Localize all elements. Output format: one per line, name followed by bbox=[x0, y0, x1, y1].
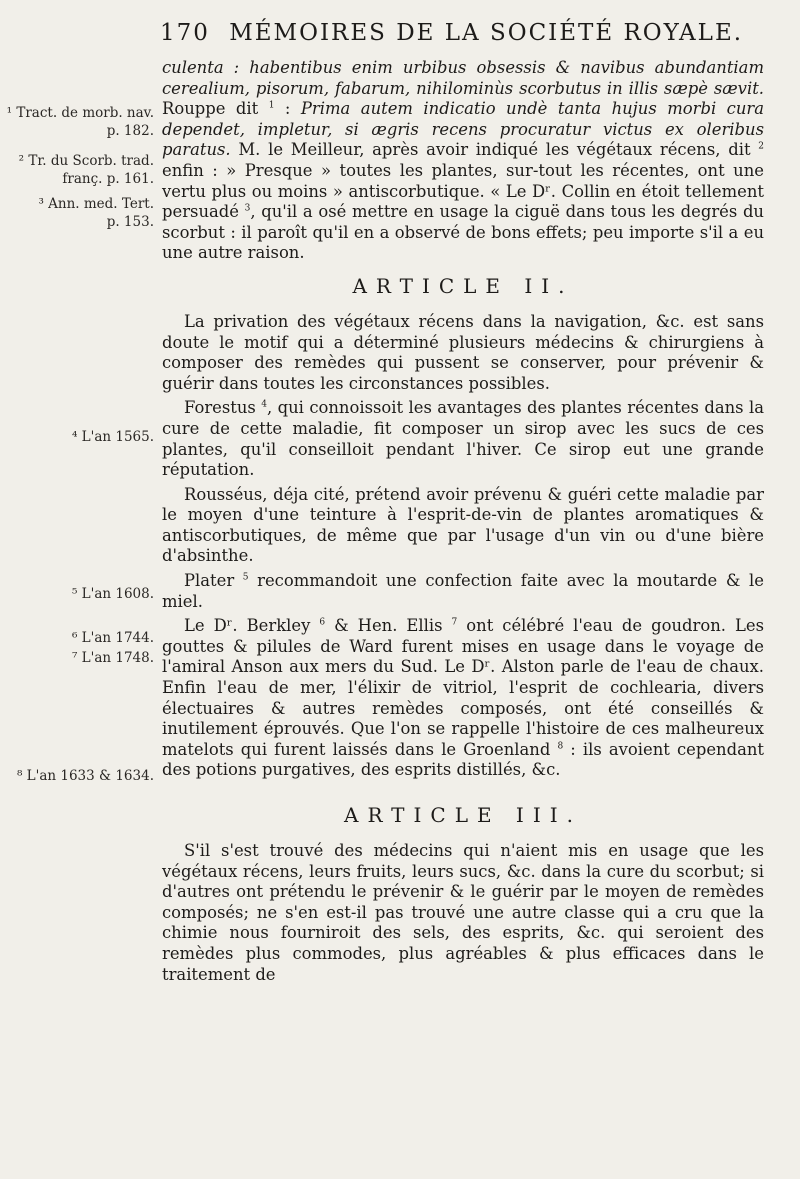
article-2-paragraph-4 bbox=[162, 571, 764, 612]
text-run: Plater bbox=[184, 571, 243, 591]
footnote-ref-5: 5 bbox=[242, 572, 249, 583]
article-3-heading: ARTICLE III. bbox=[344, 803, 582, 827]
margin-note-4: ⁴ L'an 1565. bbox=[71, 429, 154, 445]
text-run: enfin : » Presque » toutes les plantes, sur-tout les récentes, ont une vertu plus ou moins » antiscorbutique. « Le Dʳ. Collin en étoit tellement persuadé bbox=[162, 160, 764, 222]
text-run: ont célébré l'eau de goudron. Les gouttes & pilules de Ward furent mises en usage dans le voyage de l'amiral Anson aux mers du Sud. Le Dʳ. Alston parle de l'eau de chaux. Enfin l'eau de mer, l'élixir de vitriol, l'esprit de cochlearia, divers électuaires & autres remèdes composés, ont été conseillés & inutilement éprouvés. Que l'on se rappelle l'histoire de ces malheureux matelots qui furent laissés dans le Groenland bbox=[162, 616, 764, 759]
paragraph-continued bbox=[162, 58, 764, 264]
margin-note-7: ⁷ L'an 1748. bbox=[71, 650, 154, 666]
margin-note-2: ² Tr. du Scorb. trad. franç. p. 161. bbox=[18, 153, 154, 187]
running-head bbox=[160, 20, 744, 46]
article-2-paragraph-3: Rousséus, déja cité, prétend avoir prévenu & guéri cette maladie par le moyen d'une teinture à l'esprit-de-vin de plantes aromatiques & antiscorbutiques, de même que par l'usage d'un vin ou d'une bière d'absinthe. bbox=[162, 484, 764, 566]
margin-note-3: ³ Ann. med. Tert. p. 153. bbox=[38, 196, 154, 230]
text-run: Le Dʳ. Berkley bbox=[184, 616, 320, 636]
text-run: M. le Meilleur, après avoir indiqué les végétaux récens, dit bbox=[230, 140, 759, 160]
article-2-paragraph-1: La privation des végétaux récens dans la navigation, &c. est sans doute le motif qui a déterminé plusieurs médecins & chirurgiens à composer des remèdes qui pussent se conserver, pour prévenir & guérir dans toutes les circonstances possibles. bbox=[162, 311, 764, 393]
main-text bbox=[162, 58, 764, 985]
text-run: recommandoit une confection faite avec la moutarde & le miel. bbox=[162, 571, 764, 611]
text-run: & Hen. Ellis bbox=[325, 616, 452, 636]
footnote-ref-6: 6 bbox=[319, 617, 326, 628]
margin-note-1: ¹ Tract. de morb. nav. p. 182. bbox=[6, 105, 154, 139]
footnote-ref-3: 3 bbox=[244, 203, 251, 214]
text-run: Rouppe dit bbox=[162, 99, 269, 119]
footnote-ref-4: 4 bbox=[261, 399, 267, 410]
text-run: , qu'il a osé mettre en usage la ciguë dans tous les degrés du scorbut : il paroît qu'il en a observé de bons effets; peu importe s'il a eu une autre raison. bbox=[162, 202, 764, 263]
running-title: MÉMOIRES DE LA SOCIÉTÉ ROYALE. bbox=[229, 20, 744, 46]
footnote-ref-7: 7 bbox=[451, 617, 458, 628]
footnote-ref-8: 8 bbox=[557, 741, 564, 752]
margin-notes bbox=[0, 0, 160, 1179]
latin-quote-2: Prima autem indicatio undè tanta hujus morbi cura dependet, impletur, si ægris recens procuratur victus ex oleribus paratus. bbox=[162, 99, 764, 160]
margin-note-8: ⁸ L'an 1633 & 1634. bbox=[16, 768, 154, 784]
footnote-ref-1: 1 bbox=[268, 100, 275, 111]
text-run: , qui connoissoit les avantages des plantes récentes dans la cure de cette maladie, fit composer un sirop avec les sucs de ces plantes, qu'il conseilloit pendant l'hiver. Ce sirop eut une grande réputation. bbox=[162, 398, 764, 480]
margin-note-5: ⁵ L'an 1608. bbox=[71, 586, 154, 602]
article-2-paragraph-2 bbox=[162, 398, 764, 480]
article-2-heading: ARTICLE II. bbox=[352, 273, 574, 298]
margin-note-6: ⁶ L'an 1744. bbox=[71, 630, 154, 646]
text-run: : ils avoient cependant des potions purgatives, des esprits distillés, &c. bbox=[162, 739, 764, 780]
footnote-ref-2: 2 bbox=[758, 141, 764, 152]
article-3-paragraph-1: S'il s'est trouvé des médecins qui n'aient mis en usage que les végétaux récens, leurs fruits, leurs sucs, &c. dans la cure du scorbut; si d'autres ont prétendu le prévenir & le guérir par le moyen de remèdes composés; ne s'en est-il pas trouvé une autre classe qui a cru que la chimie nous fourniroit des sels, des esprits, &c. qui seroient des remèdes plus commodes, plus agréables & plus efficaces dans le traitement de bbox=[162, 841, 764, 984]
article-2-paragraph-5 bbox=[162, 616, 764, 781]
latin-quote-1: culenta : habentibus enim urbibus obsessis & navibus abundantiam cerealium, pisorum, fabarum, nihilominùs scorbutus in illis sæpè sævit. bbox=[162, 58, 764, 98]
page-number: 170 bbox=[160, 20, 210, 46]
text-run: : bbox=[274, 99, 301, 119]
text-run: Forestus bbox=[184, 398, 262, 418]
